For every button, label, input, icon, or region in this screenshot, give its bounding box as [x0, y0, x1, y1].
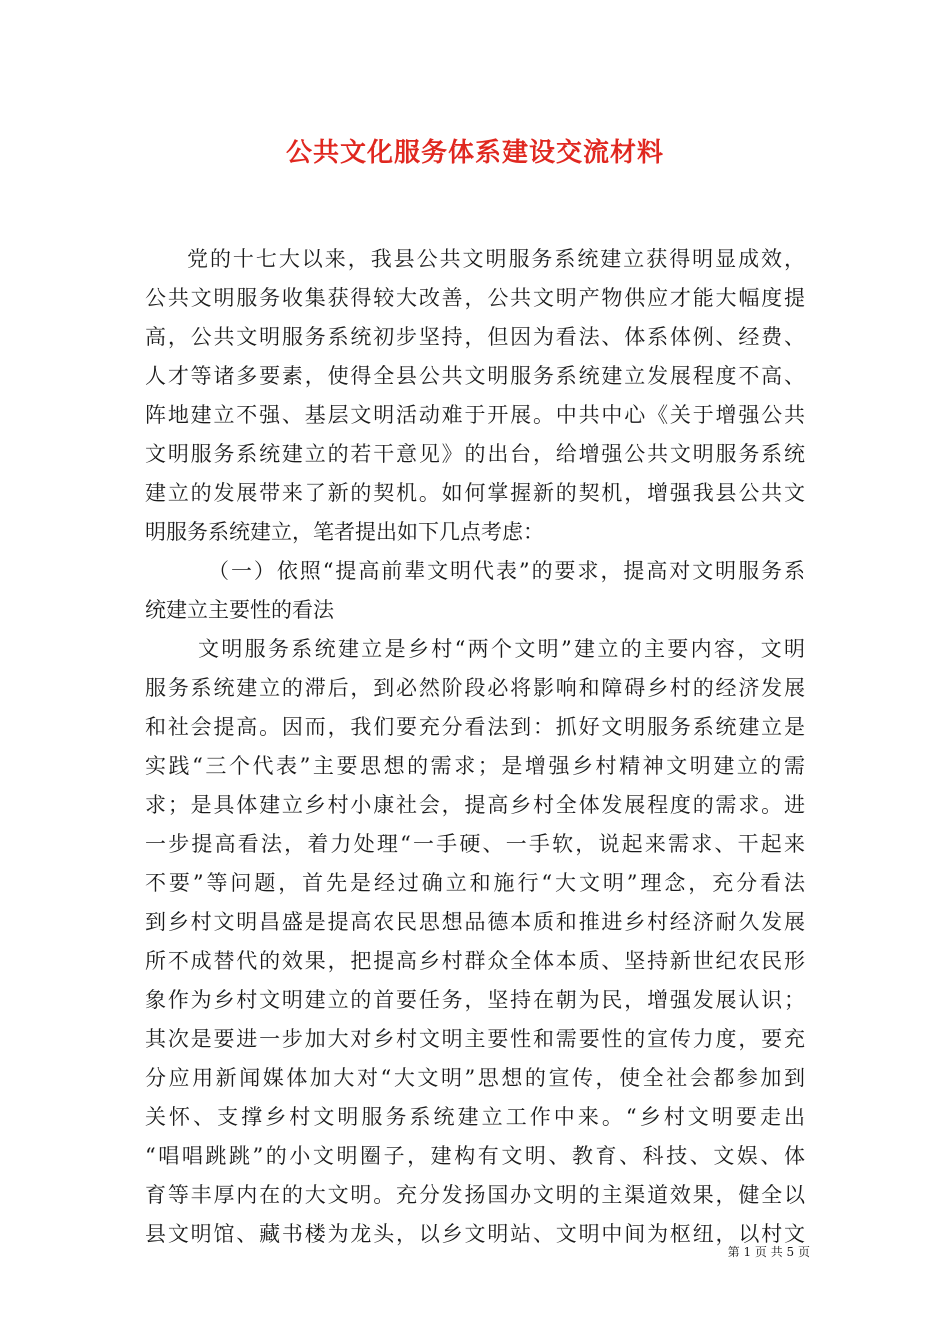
text-line: 服务系统建立的滞后，到必然阶段必将影响和障碍乡村的经济发展 [145, 676, 805, 700]
section-heading-line: （一）依照“提高前辈文明代表”的要求，提高对文明服务系 [208, 559, 805, 583]
text-line: 其次是要进一步加大对乡村文明主要性和需要性的宣传力度，要充 [145, 1027, 805, 1051]
text-line: 育等丰厚内在的大文明。充分发扬国办文明的主渠道效果，健全以 [145, 1183, 805, 1207]
text-line: 一步提高看法，着力处理“一手硬、一手软，说起来需求、干起来 [145, 832, 805, 856]
page-number-footer: 第 1 页 共 5 页 [727, 1245, 810, 1259]
text-line: 阵地建立不强、基层文明活动难于开展。中共中心《关于增强公共 [145, 403, 805, 427]
text-line: 高，公共文明服务系统初步坚持，但因为看法、体系体例、经费、 [145, 325, 805, 349]
text-line: 文明服务系统建立是乡村“两个文明”建立的主要内容，文明 [198, 637, 805, 661]
text-line: 县文明馆、藏书楼为龙头，以乡文明站、文明中间为枢纽，以村文 [145, 1222, 805, 1246]
text-line: 象作为乡村文明建立的首要任务，坚持在朝为民，增强发展认识； [145, 988, 805, 1012]
text-line: “唱唱跳跳”的小文明圈子，建构有文明、教育、科技、文娱、体 [145, 1144, 805, 1168]
text-line: 分应用新闻媒体加大对“大文明”思想的宣传，使全社会都参加到 [145, 1066, 805, 1090]
text-line: 所不成替代的效果，把提高乡村群众全体本质、坚持新世纪农民形 [145, 949, 805, 973]
text-line: 建立的发展带来了新的契机。如何掌握新的契机，增强我县公共文 [145, 481, 805, 505]
document-body [145, 240, 805, 1254]
text-line: 到乡村文明昌盛是提高农民思想品德本质和推进乡村经济耐久发展 [145, 910, 805, 934]
text-line: 文明服务系统建立的若干意见》的出台，给增强公共文明服务系统 [145, 442, 805, 466]
text-line: 党的十七大以来，我县公共文明服务系统建立获得明显成效， [187, 247, 805, 271]
document-title: 公共文化服务体系建设交流材料 [285, 138, 664, 168]
section-heading-line: 统建立主要性的看法 [145, 598, 334, 622]
text-line: 关怀、支撑乡村文明服务系统建立工作中来。“乡村文明要走出 [145, 1105, 805, 1129]
text-line: 不要”等问题，首先是经过确立和施行“大文明”理念，充分看法 [145, 871, 805, 895]
text-line: 实践“三个代表”主要思想的需求；是增强乡村精神文明建立的需 [145, 754, 805, 778]
text-line: 公共文明服务收集获得较大改善，公共文明产物供应才能大幅度提 [145, 286, 805, 310]
text-line: 明服务系统建立，笔者提出如下几点考虑： [145, 520, 544, 544]
text-line: 和社会提高。因而，我们要充分看法到：抓好文明服务系统建立是 [145, 715, 805, 739]
text-line: 求；是具体建立乡村小康社会，提高乡村全体发展程度的需求。进 [145, 793, 805, 817]
text-line: 人才等诸多要素，使得全县公共文明服务系统建立发展程度不高、 [145, 364, 805, 388]
